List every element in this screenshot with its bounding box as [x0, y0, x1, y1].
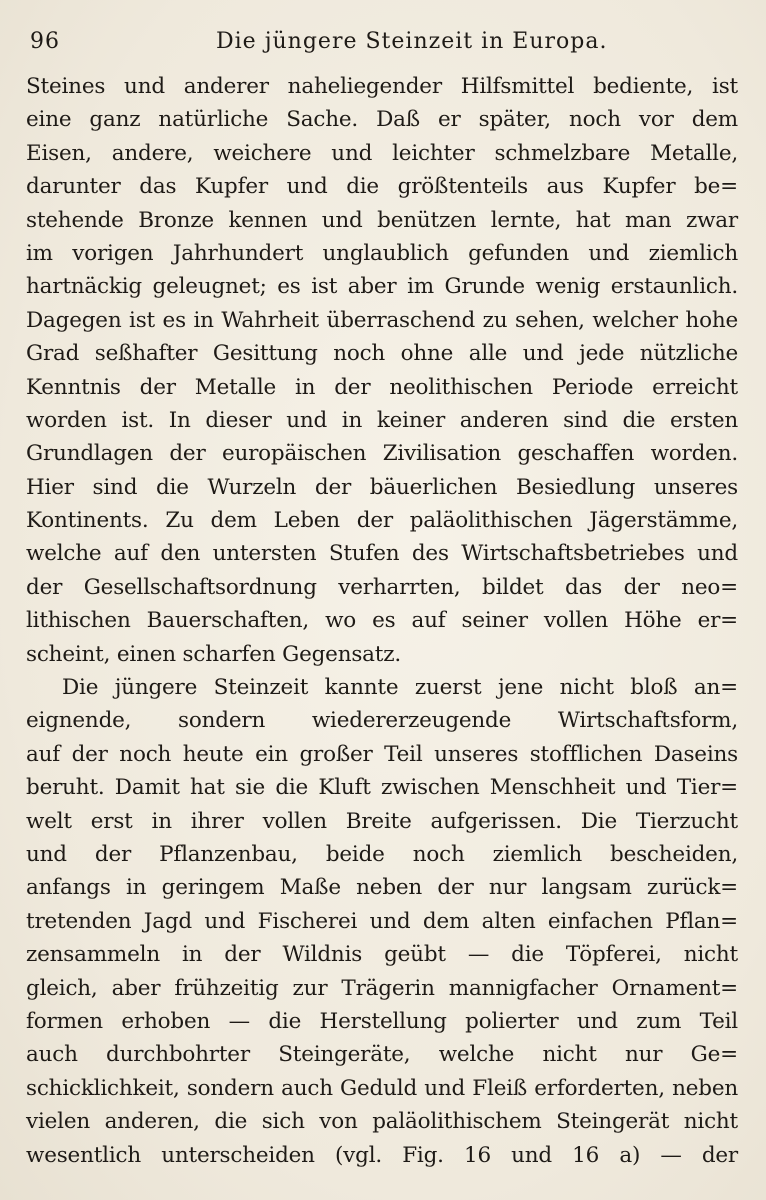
text-line: vielen anderen, die sich von paläolithischem Steingerät nicht [26, 1109, 738, 1135]
text-line: wesentlich unterscheiden (vgl. Fig. 16 und 16 a) — der [26, 1142, 738, 1168]
text-line: tretenden Jagd und Fischerei und dem alten einfachen Pflan= [26, 908, 738, 934]
text-line: Kontinents. Zu dem Leben der paläolithischen Jägerstämme, [26, 508, 738, 534]
text-line: Dagegen ist es in Wahrheit überraschend zu sehen, welcher hohe [26, 307, 738, 333]
text-line: Steines und anderer naheliegender Hilfsmittel bediente, ist [26, 74, 738, 99]
text-line: im vorigen Jahrhundert unglaublich gefunden und ziemlich [26, 240, 738, 266]
text-line: beruht. Damit hat sie die Kluft zwischen Menschheit und Tier= [26, 775, 738, 801]
paragraph-1 [26, 70, 738, 671]
text-line: auf der noch heute ein großer Teil unseres stofflichen Daseins [26, 741, 738, 767]
text-line: eignende, sondern wiedererzeugende Wirtschaftsform, [26, 708, 738, 734]
text-line: auch durchbohrter Steingeräte, welche nicht nur Ge= [26, 1042, 738, 1068]
paragraph-2 [26, 671, 738, 1172]
text-line: eine ganz natürliche Sache. Daß er später, noch vor dem [26, 107, 738, 133]
body-text [26, 70, 738, 1172]
text-line: scheint, einen scharfen Gegensatz. [26, 641, 401, 667]
text-line: und der Pflanzenbau, beide noch ziemlich bescheiden, [26, 841, 738, 867]
text-line: Kenntnis der Metalle in der neolithischen Periode erreicht [26, 374, 738, 400]
page-header [26, 22, 738, 62]
text-line: welche auf den untersten Stufen des Wirtschaftsbetriebes und [26, 541, 738, 567]
text-line: der Gesellschaftsordnung verharrten, bildet das der neo= [26, 574, 738, 600]
text-line: Eisen, andere, weichere und leichter schmelzbare Metalle, [26, 140, 738, 166]
text-line: hartnäckig geleugnet; es ist aber im Grunde wenig erstaunlich. [26, 274, 738, 300]
text-line: worden ist. In dieser und in keiner anderen sind die ersten [26, 407, 738, 433]
text-line: Hier sind die Wurzeln der bäuerlichen Besiedlung unseres [26, 474, 738, 500]
text-line: anfangs in geringem Maße neben der nur langsam zurück= [26, 875, 738, 901]
text-line: formen erhoben — die Herstellung polierter und zum Teil [26, 1008, 738, 1034]
text-line: zensammeln in der Wildnis geübt — die Töpferei, nicht [26, 942, 738, 968]
text-line: welt erst in ihrer vollen Breite aufgerissen. Die Tierzucht [26, 808, 738, 834]
text-line: Grundlagen der europäischen Zivilisation geschaffen worden. [26, 441, 738, 467]
text-line: gleich, aber frühzeitig zur Trägerin mannigfacher Ornament= [26, 975, 738, 1001]
page-number: 96 [30, 29, 60, 54]
text-line: Die jüngere Steinzeit kannte zuerst jene nicht bloß an= [62, 675, 738, 701]
text-line: Grad seßhafter Gesittung noch ohne alle und jede nützliche [26, 341, 738, 367]
running-title: Die jüngere Steinzeit in Europa. [216, 29, 608, 54]
text-line: darunter das Kupfer und die größtenteils aus Kupfer be= [26, 174, 738, 200]
text-line: stehende Bronze kennen und benützen lernte, hat man zwar [26, 207, 738, 233]
text-line: schicklichkeit, sondern auch Geduld und Fleiß erforderten, neben [26, 1075, 738, 1101]
text-line: lithischen Bauerschaften, wo es auf seiner vollen Höhe er= [26, 608, 738, 634]
